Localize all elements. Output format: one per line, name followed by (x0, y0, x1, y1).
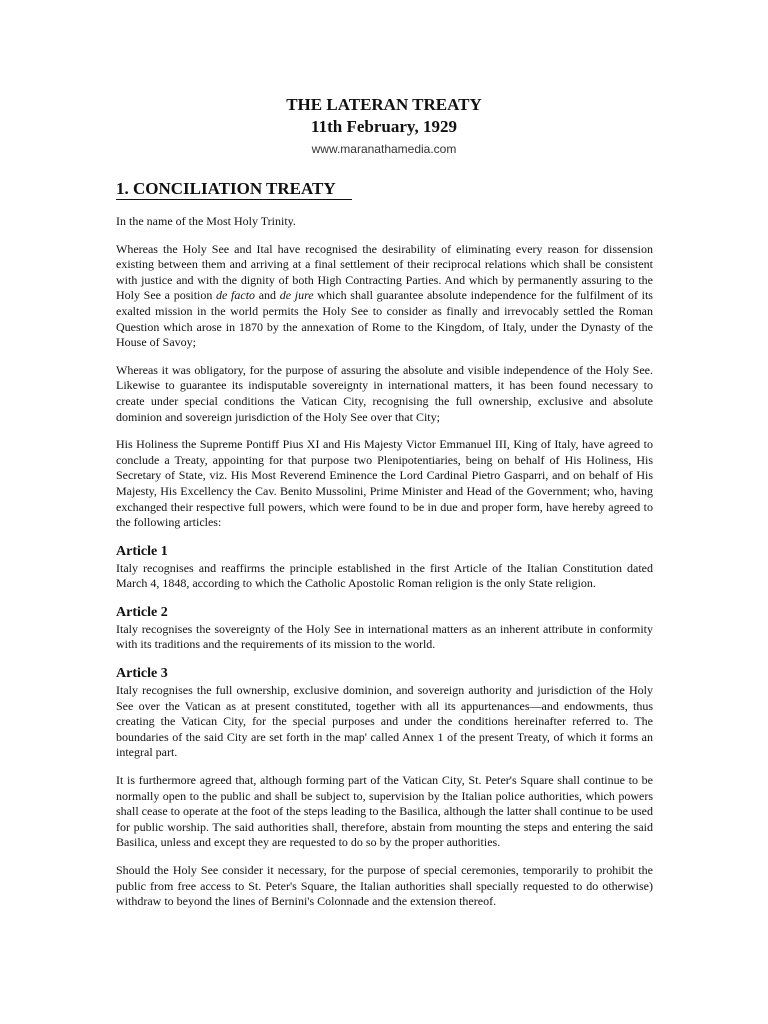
document-title: THE LATERAN TREATY (286, 95, 482, 114)
preamble-paragraph-2: Whereas it was obligatory, for the purpose of assuring the absolute and visible independence of the Holy See. Likewise to guarantee its indisputable sovereignty in international matters, it has been found necessary to create under special conditions the Vatican City, recognising the full ownership, exclusive and absolute dominion and sovereign jurisdiction of the Holy See over that City; (116, 362, 653, 424)
preamble-paragraph-1: Whereas the Holy See and Ital have recognised the desirability of eliminating every reason for dissension existing between them and arriving at a final settlement of their reciprocal relations which shall be consistent with justice and with the dignity of both High Contracting Parties. And which by permanently assuring to the Holy See a position de facto and de jure which shall guarantee absolute independence for the fulfilment of its exalted mission in the world permits the Holy See to consider as finally and irrevocably settled the Roman Question which arose in 1870 by the annexation of Rome to the Kingdom, of Italy, under the Dynasty of the House of Savoy; (116, 241, 653, 350)
source-url: www.maranathamedia.com (311, 142, 457, 156)
document-body (116, 214, 653, 922)
document-date: 11th February, 1929 (311, 117, 457, 136)
article-2-text: Italy recognises the sovereignty of the Holy See in international matters as an inherent attribute in conformity with its traditions and the requirements of its mission to the world. (116, 621, 653, 652)
article-1-text: Italy recognises and reaffirms the principle established in the first Article of the Italian Constitution dated March 4, 1848, according to which the Catholic Apostolic Roman religion is the only State religion. (116, 560, 653, 591)
document-title-block (0, 94, 768, 138)
article-3-text-2: It is furthermore agreed that, although forming part of the Vatican City, St. Peter's Square shall continue to be normally open to the public and shall be subject to, supervision by the Italian police authorities, which powers shall cease to operate at the foot of the steps leading to the Basilica, although the latter shall continue to be used for public worship. The said authorities shall, therefore, abstain from mounting the steps and entering the said Basilica, unless and except they are requested to do so by the proper authorities. (116, 773, 653, 850)
italic-de-jure: de jure (279, 288, 314, 303)
article-1-heading: Article 1 (116, 543, 168, 559)
article-3-heading: Article 3 (116, 666, 168, 682)
section-underline (116, 199, 352, 200)
article-3-text: Italy recognises the full ownership, exclusive dominion, and sovereign authority and jurisdiction of the Holy See over the Vatican as at present constituted, together with all its appurtenances—and endowments, thus creating the Vatican City, for the special purposes and under the conditions hereinafter referred to. The boundaries of the said City are set forth in the map' called Annex 1 of the present Treaty, of which it forms an integral part. (116, 683, 653, 760)
italic-de-facto: de facto (216, 288, 256, 303)
article-3-text-3: Should the Holy See consider it necessary, for the purpose of special ceremonies, temporarily to prohibit the public from free access to St. Peter's Square, the Italian authorities shall specially requested to do otherwise) withdraw to beyond the lines of Bernini's Colonnade and the extension thereof. (116, 863, 653, 909)
invocation: In the name of the Most Holy Trinity. (116, 214, 296, 228)
preamble-paragraph-3: His Holiness the Supreme Pontiff Pius XI and His Majesty Victor Emmanuel III, King of Italy, have agreed to conclude a Treaty, appointing for that purpose two Plenipotentiaries, being on behalf of His Holiness, His Secretary of State, viz. His Most Reverend Eminence the Lord Cardinal Pietro Gasparri, and on behalf of His Majesty, His Excellency the Cav. Benito Mussolini, Prime Minister and Head of the Government; who, having exchanged their respective full powers, which were found to be in due and proper form, have hereby agreed to the following articles: (116, 437, 653, 530)
section-heading: 1. CONCILIATION TREATY (116, 179, 336, 198)
article-2-heading: Article 2 (116, 604, 168, 620)
